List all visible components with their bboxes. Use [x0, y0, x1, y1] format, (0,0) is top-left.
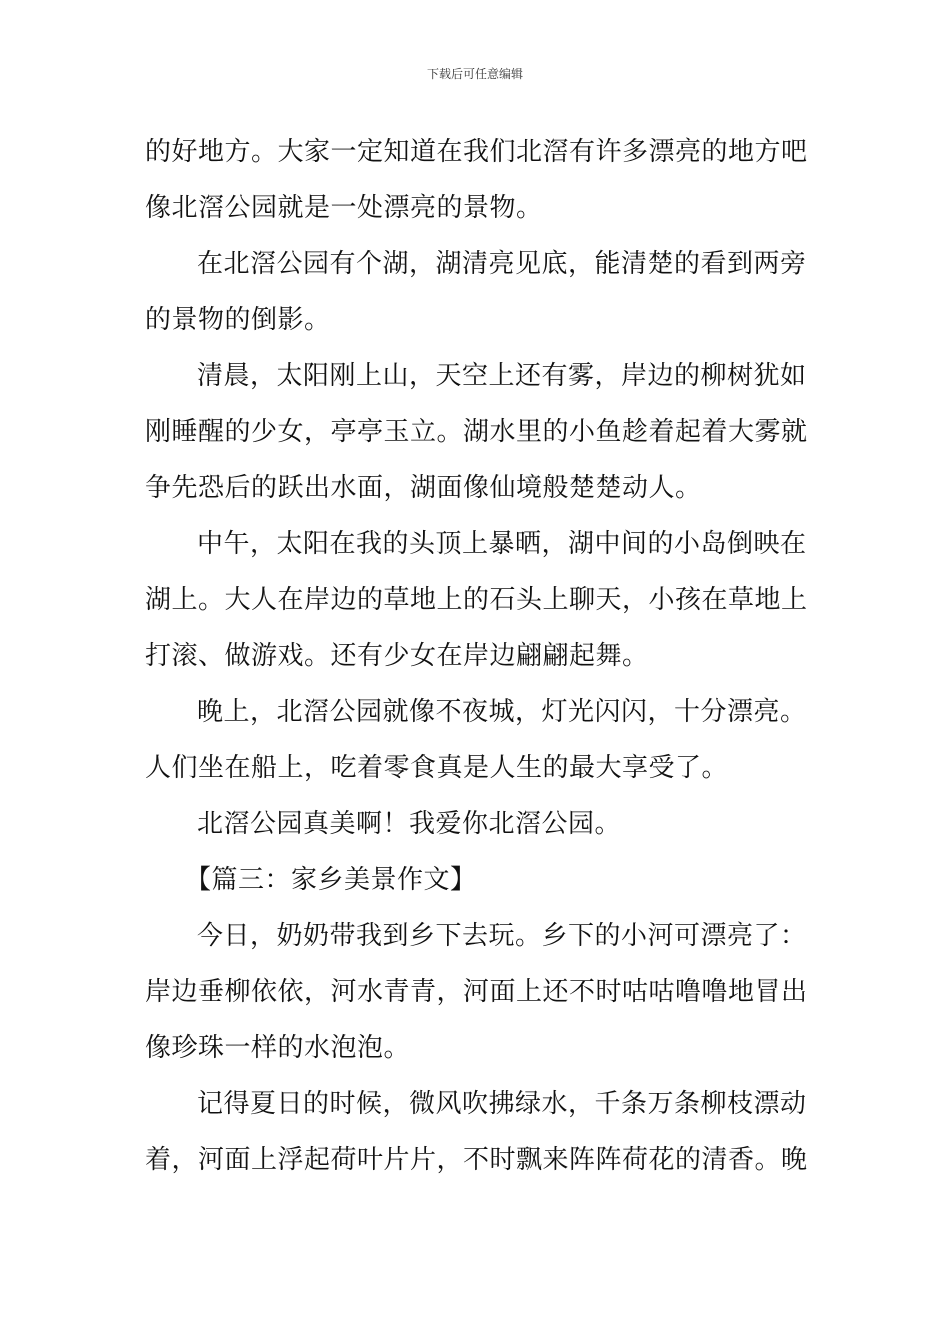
document-body — [145, 124, 813, 1188]
text-line: 像北滘公园就是一处漂亮的景物。 — [145, 193, 543, 223]
text-line: 人们坐在船上，吃着零食真是人生的最大享受了。 — [145, 753, 729, 783]
text-line: 岸边垂柳依依，河水青青，河面上还不时咕咕噜噜地冒出 — [145, 977, 808, 1007]
paragraph-start-line: 今日，奶奶带我到乡下去玩。乡下的小河可漂亮了： — [197, 921, 807, 951]
text-line: 刚睡醒的少女，亭亭玉立。湖水里的小鱼趁着起着大雾就 — [145, 417, 808, 447]
section-heading: 【篇三：家乡美景作文】 — [185, 865, 477, 895]
paragraph-start-line: 在北滘公园有个湖，湖清亮见底，能清楚的看到两旁 — [197, 249, 807, 279]
text-line: 的好地方。大家一定知道在我们北滘有许多漂亮的地方吧 — [145, 137, 808, 167]
page-header-note: 下载后可任意编辑 — [426, 67, 523, 81]
text-line: 的景物的倒影。 — [145, 305, 331, 335]
paragraph-start-line: 北滘公园真美啊！我爱你北滘公园。 — [197, 809, 622, 839]
paragraph-start-line: 记得夏日的时候，微风吹拂绿水，千条万条柳枝漂动 — [197, 1089, 807, 1119]
text-line: 湖上。大人在岸边的草地上的石头上聊天，小孩在草地上 — [145, 585, 808, 615]
paragraph-start-line: 中午，太阳在我的头顶上暴晒，湖中间的小岛倒映在 — [197, 529, 807, 559]
text-line: 争先恐后的跃出水面，湖面像仙境般楚楚动人。 — [145, 473, 702, 503]
text-line: 像珍珠一样的水泡泡。 — [145, 1033, 411, 1063]
paragraph-start-line: 晚上，北滘公园就像不夜城，灯光闪闪，十分漂亮。 — [197, 697, 807, 727]
paragraph-start-line: 清晨，太阳刚上山，天空上还有雾，岸边的柳树犹如 — [197, 361, 807, 391]
text-line: 着，河面上浮起荷叶片片，不时飘来阵阵荷花的清香。晚 — [145, 1145, 808, 1175]
text-line: 打滚、做游戏。还有少女在岸边翩翩起舞。 — [145, 641, 649, 671]
